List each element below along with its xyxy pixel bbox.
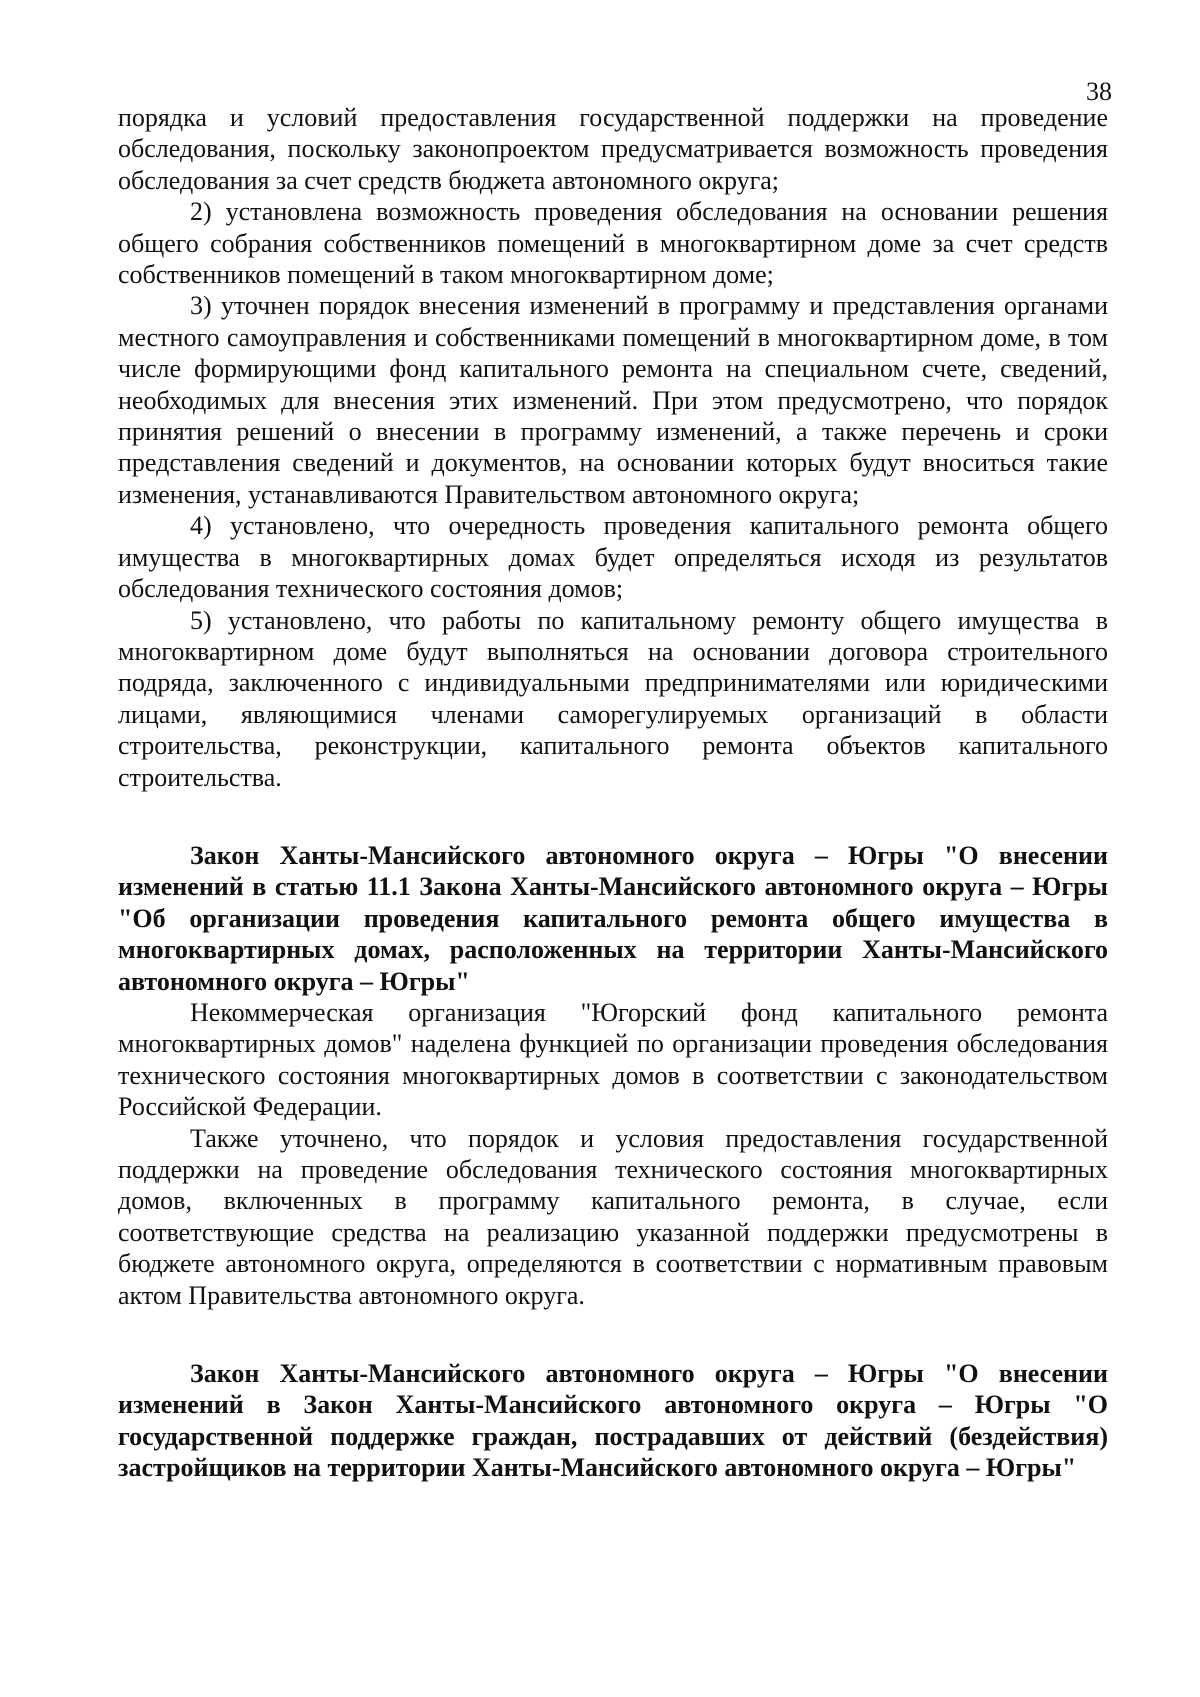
page-number: 38 <box>1086 77 1112 106</box>
section-heading-article-11-1: Закон Ханты-Мансийского автономного округа – Югры "О внесении изменений в статью 11.1 Закона Ханты-Мансийского автономного округа – Югры "Об организации проведения капитального ремонта общего имущества в многоквартирных домах, расположенных на территории Ханты-Мансийского автономного округа – Югры" <box>118 840 1108 996</box>
section-heading-state-support: Закон Ханты-Мансийского автономного округа – Югры "О внесении изменений в Закон Ханты-Мансийского автономного округа – Югры "О государственной поддержке граждан, пострадавших от действий (бездействия) застройщиков на территории Ханты-Мансийского автономного округа – Югры" <box>118 1359 1108 1483</box>
list-item-3: 3) уточнен порядок внесения изменений в программу и представления органами местного самоуправления и собственниками помещений в многоквартирном доме, в том числе формирующими фонд капитального ремонта на специальном счете, сведений, необходимых для внесения этих изменений. При этом предусмотрено, что порядок принятия решений о внесении в программу изменений, а также перечень и сроки представления сведений и документов, на основании которых будут вноситься такие изменения, устанавливаются Правительством автономного округа; <box>118 291 1108 509</box>
document-body <box>118 102 1108 1484</box>
list-item-5: 5) установлено, что работы по капитальному ремонту общего имущества в многоквартирном доме будут выполняться на основании договора строительного подряда, заключенного с индивидуальными предпринимателями или юридическими лицами, являющимися членами саморегулируемых организаций в области строительства, реконструкции, капитального ремонта объектов капитального строительства. <box>118 605 1108 792</box>
paragraph-continuation: порядка и условий предоставления государственной поддержки на проведение обследования, поскольку законопроектом предусматривается возможность проведения обследования за счет средств бюджета автономного округа; <box>118 103 1108 195</box>
list-item-2: 2) установлена возможность проведения обследования на основании решения общего собрания собственников помещений в многоквартирном доме за счет средств собственников помещений в таком многоквартирном доме; <box>118 197 1108 290</box>
list-item-4: 4) установлено, что очередность проведения капитального ремонта общего имущества в многоквартирных домах будет определяться исходя из результатов обследования технического состояния домов; <box>118 511 1108 604</box>
section-1-paragraph: Также уточнено, что порядок и условия предоставления государственной поддержки на проведение обследования технического состояния многоквартирных домов, включенных в программу капитального ремонта, в случае, если соответствующие средства на реализацию указанной поддержки предусмотрены в бюджете автономного округа, определяются в соответствии с нормативным правовым актом Правительства автономного округа. <box>118 1123 1108 1310</box>
section-1-paragraph: Некоммерческая организация "Югорский фонд капитального ремонта многоквартирных домов" наделена функцией по организации проведения обследования технического состояния многоквартирных домов в соответствии с законодательством Российской Федерации. <box>118 997 1108 1122</box>
